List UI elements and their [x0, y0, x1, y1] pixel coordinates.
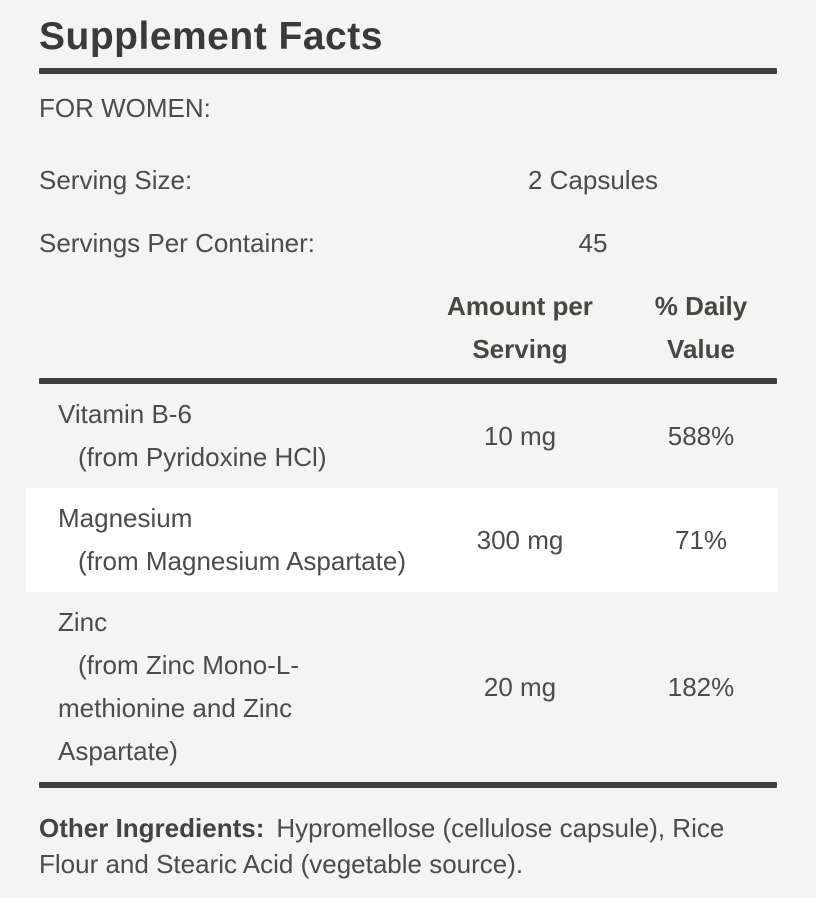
ingredient-name: Zinc	[58, 607, 108, 637]
facts-table-header	[26, 285, 778, 371]
other-ingredients-text: Hypromellose (cellulose capsule), Rice Flour and Stearic Acid (vegetable source).	[39, 813, 725, 879]
ingredient-source: (from Magnesium Aspartate)	[78, 546, 407, 576]
ingredient-amount: 300 mg	[476, 524, 564, 555]
serving-size-label: Serving Size:	[39, 165, 193, 195]
serving-size-row	[39, 160, 777, 200]
ingredient-name-cell	[26, 601, 416, 773]
ingredient-name: Magnesium	[58, 503, 193, 533]
panel-title: Supplement Facts	[39, 15, 383, 58]
ingredient-name-cell	[26, 393, 416, 479]
table-row-zinc	[26, 592, 778, 782]
ingredient-amount: 20 mg	[483, 671, 557, 702]
other-ingredients	[39, 810, 777, 882]
divider-bottom	[39, 782, 777, 788]
header-spacer	[26, 285, 416, 371]
servings-per-container-label: Servings Per Container:	[39, 228, 316, 258]
ingredient-daily-value: 71%	[674, 524, 728, 555]
other-ingredients-label: Other Ingredients:	[39, 813, 265, 843]
header-daily-line1: % Daily	[654, 291, 748, 321]
ingredient-daily-value: 182%	[667, 671, 735, 702]
divider-top	[39, 68, 777, 74]
header-amount-line2: Serving	[472, 334, 568, 364]
ingredient-name-cell	[26, 497, 416, 583]
header-amount-line1: Amount per	[447, 291, 593, 321]
servings-per-container-row	[39, 223, 777, 263]
servings-per-container-value: 45	[578, 228, 608, 258]
serving-size-value: 2 Capsules	[527, 165, 659, 195]
ingredient-source: (from Pyridoxine HCl)	[78, 442, 327, 472]
ingredient-amount: 10 mg	[483, 420, 557, 451]
ingredient-source: (from Zinc Mono-L- methionine and Zinc Aspartate)	[58, 650, 300, 766]
audience-label: FOR WOMEN:	[39, 93, 211, 123]
header-amount-per-serving	[416, 285, 624, 371]
ingredient-name: Vitamin B-6	[58, 399, 192, 429]
header-daily-value	[624, 285, 778, 371]
ingredient-daily-value: 588%	[667, 420, 735, 451]
header-daily-line2: Value	[667, 334, 735, 364]
table-row-magnesium	[26, 488, 778, 592]
table-row-vitamin-b6	[26, 384, 778, 488]
